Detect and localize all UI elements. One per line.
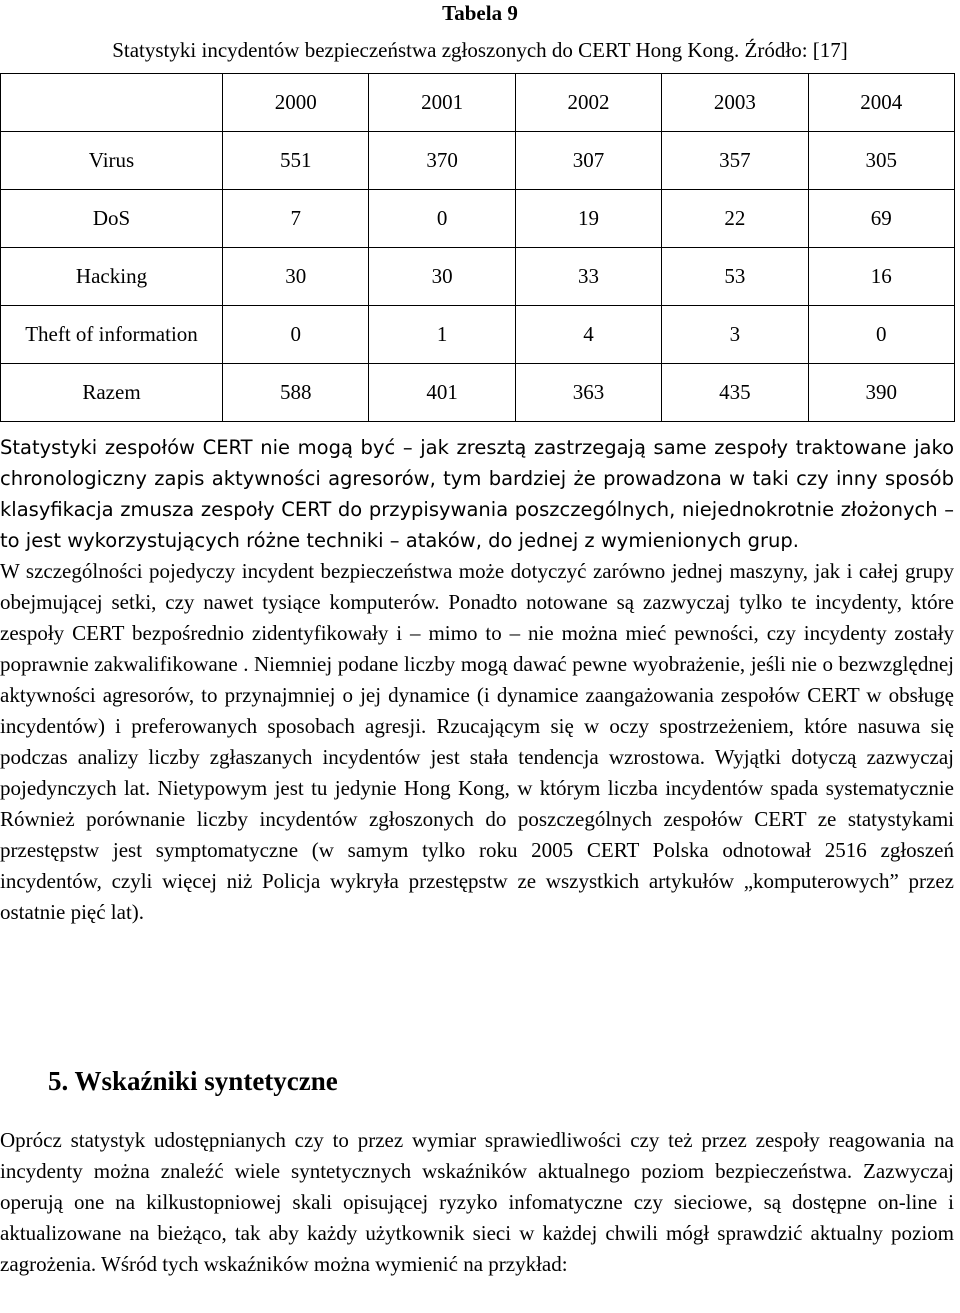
table-cell: 16 (808, 248, 954, 306)
table-cell: 551 (223, 132, 369, 190)
table-header-cell (1, 74, 223, 132)
row-label: DoS (1, 190, 223, 248)
table-row (1, 248, 955, 306)
body-paragraph: W szczególności pojedyczy incydent bezpieczeństwa może dotyczyć zarówno jednej maszyny, jak i całej grupy obejmującej setki, czy nawet tysiące komputerów. Ponadto notowane są zazwyczaj tylko te incydenty, które zespoły CERT bezpośrednio zidentyfikowały i – mimo to – nie można mieć pewności, czy incydenty zostały poprawnie zakwalifikowane . Niemniej podane liczby mogą dawać pewne wyobrażenie, jeśli nie o bezwzględnej aktywności agresorów, to przynajmniej o jej dynamice (i dynamice zaangażowania zespołów CERT w obsługę incydentów) i preferowanych sposobach agresji. Rzucającym się w oczy spostrzeżeniem, które nasuwa się podczas analizy liczby zgłaszanych incydentów jest stała tendencja wzrostowa. Wyjątki dotyczą zazwyczaj pojedynczych lat. Nietypowym jest tu jedynie Hong Kong, w którym liczba incydentów spada systematycznie Również porównanie liczby incydentów zgłoszonych do poszczególnych zespołów CERT ze statystykami przestępstw jest symptomatyczne (w samym tylko roku 2005 CERT Polska odnotował 2516 zgłoszeń incydentów, czyli więcej niż Policja wykryła przestępstw ze wszystkich artykułów „komputerowych” przez ostatnie pięć lat). (0, 559, 954, 924)
table-title: Statystyki incydentów bezpieczeństwa zgłoszonych do CERT Hong Kong. Źródło: [17] (112, 38, 848, 62)
table-header-cell: 2001 (369, 74, 515, 132)
row-label: Virus (1, 132, 223, 190)
table-header-cell: 2004 (808, 74, 954, 132)
table-cell: 435 (662, 364, 808, 422)
row-label: Theft of information (1, 306, 223, 364)
table-header-cell: 2003 (662, 74, 808, 132)
incident-statistics-table (0, 73, 955, 422)
table-header-row (1, 74, 955, 132)
table-cell: 53 (662, 248, 808, 306)
table-header-cell: 2000 (223, 74, 369, 132)
table-cell: 370 (369, 132, 515, 190)
table-cell: 401 (369, 364, 515, 422)
table-number: Tabela 9 (442, 1, 518, 25)
body-paragraph: Oprócz statystyk udostępnianych czy to przez wymiar sprawiedliwości czy też przez zespoły reagowania na incydenty można znaleźć wiele syntetycznych wskaźników aktualnego poziom bezpieczeństwa. Zazwyczaj operują one na kilkustopniowej skali opisującej ryzyko infomatyczne czy sieciowe, są dostępne on-line i aktualizowane na bieżąco, tak aby każdy użytkownik sieci w każdej chwili mógł sprawdzić aktualny poziom zagrożenia. Wśród tych wskaźników można wymienić na przykład: (0, 1128, 954, 1276)
table-cell: 1 (369, 306, 515, 364)
row-label: Hacking (1, 248, 223, 306)
table-cell: 390 (808, 364, 954, 422)
table-cell: 363 (515, 364, 661, 422)
table-cell: 4 (515, 306, 661, 364)
body-paragraph: Statystyki zespołów CERT nie mogą być – jak zresztą zastrzegają same zespoły traktowane jako chronologiczny zapis aktywności agresorów, tym bardziej że prowadzona w taki czy inny sposób klasyfikacja zmusza zespoły CERT do przypisywania poszczególnych, niejednokrotnie złożonych – to jest wykorzystujących różne techniki – ataków, do jednej z wymienionych grup. (0, 436, 954, 552)
table-row (1, 306, 955, 364)
table-cell: 3 (662, 306, 808, 364)
table-cell: 19 (515, 190, 661, 248)
table-cell: 30 (223, 248, 369, 306)
table-cell: 0 (808, 306, 954, 364)
table-total-row (1, 364, 955, 422)
table-row (1, 132, 955, 190)
table-cell: 0 (369, 190, 515, 248)
table-cell: 0 (223, 306, 369, 364)
row-label: Razem (1, 364, 223, 422)
table-header-cell: 2002 (515, 74, 661, 132)
table-cell: 7 (223, 190, 369, 248)
section-heading: 5. Wskaźniki syntetyczne (48, 1066, 338, 1096)
table-cell: 69 (808, 190, 954, 248)
table-cell: 22 (662, 190, 808, 248)
table-cell: 33 (515, 248, 661, 306)
table-cell: 307 (515, 132, 661, 190)
table-cell: 357 (662, 132, 808, 190)
table-row (1, 190, 955, 248)
table-cell: 305 (808, 132, 954, 190)
table-cell: 588 (223, 364, 369, 422)
table-cell: 30 (369, 248, 515, 306)
